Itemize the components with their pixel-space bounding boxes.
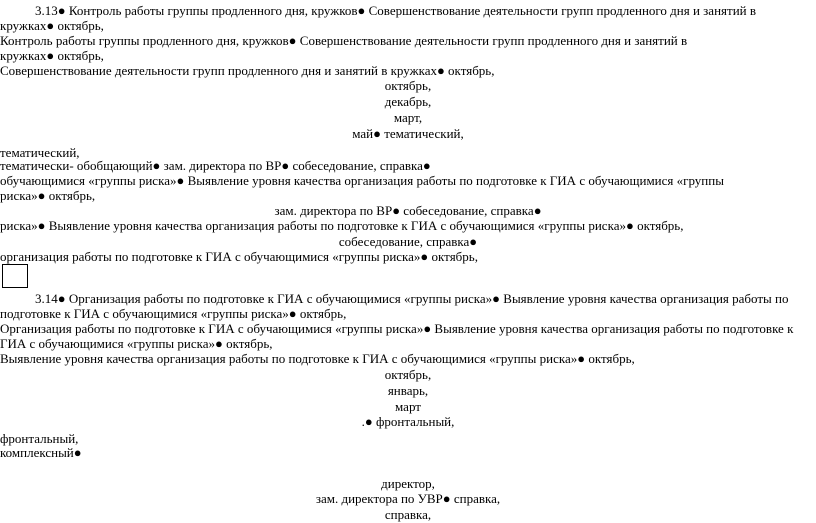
section-314-line-14: справка, <box>384 507 432 522</box>
section-313-line-5: Совершенствование деятельности групп продленного дня и занятий в кружках● октябрь, <box>0 63 495 78</box>
section-314-line-9: .● фронтальный, <box>361 414 455 429</box>
section-313-line-1: 3.13● Контроль работы группы продленного дня, кружков● Совершенствование деятельности групп продленного дня и занятий в <box>35 3 756 18</box>
section-314-line-10: фронтальный, <box>0 431 79 446</box>
section-313-line-14: зам. директора по ВР● собеседование, справка● <box>274 203 542 218</box>
section-313-line-10: тематический, <box>0 145 80 160</box>
section-313-line-2: кружках● октябрь, <box>0 18 104 33</box>
section-314-line-13: зам. директора по УВР● справка, <box>315 491 501 506</box>
section-313-line-12: обучающимися «группы риска»● Выявление уровня качества организация работы по подготовке к ГИА с обучающимися «группы <box>0 173 724 188</box>
section-314-line-4: ГИА с обучающимися «группы риска»● октябрь, <box>0 336 273 351</box>
section-314-line-1: 3.14● Организация работы по подготовке к ГИА с обучающимися «группы риска»● Выявление уровня качества организация работы по <box>35 291 789 306</box>
section-314-line-11: комплексный● <box>0 445 82 460</box>
section-313-line-13: риска»● октябрь, <box>0 188 96 203</box>
section-313-line-17: организация работы по подготовке к ГИА с обучающимися «группы риска»● октябрь, <box>0 249 478 264</box>
section-314-line-12: директор, <box>381 476 435 491</box>
section-313-line-11: тематически- обобщающий● зам. директора по ВР● собеседование, справка● <box>0 158 431 173</box>
section-313-line-16: собеседование, справка● <box>338 234 478 249</box>
section-314-month-3: март <box>395 399 421 414</box>
section-313-month-3: март, <box>393 110 423 125</box>
section-314-month-1: октябрь, <box>384 367 432 382</box>
section-314-line-2: подготовке к ГИА с обучающимися «группы риска»● октябрь, <box>0 306 347 321</box>
empty-cell-box <box>2 264 28 288</box>
section-314-line-5: Выявление уровня качества организация работы по подготовке к ГИА с обучающимися «группы риска»● октябрь, <box>0 351 635 366</box>
section-313-month-2: декабрь, <box>384 94 432 109</box>
section-313-month-1: октябрь, <box>384 78 432 93</box>
section-313-line-15: риска»● Выявление уровня качества организация работы по подготовке к ГИА с обучающимися «группы риска»● октябрь, <box>0 218 684 233</box>
section-313-line-4: кружках● октябрь, <box>0 48 104 63</box>
section-314-month-2: январь, <box>387 383 429 398</box>
section-313-line-3: Контроль работы группы продленного дня, кружков● Совершенствование деятельности групп продленного дня и занятий в <box>0 33 688 48</box>
section-314-line-3: Организация работы по подготовке к ГИА с обучающимися «группы риска»● Выявление уровня качества организация работы по подготовке к <box>0 321 794 336</box>
section-313-month-4: май● тематический, <box>352 126 464 141</box>
